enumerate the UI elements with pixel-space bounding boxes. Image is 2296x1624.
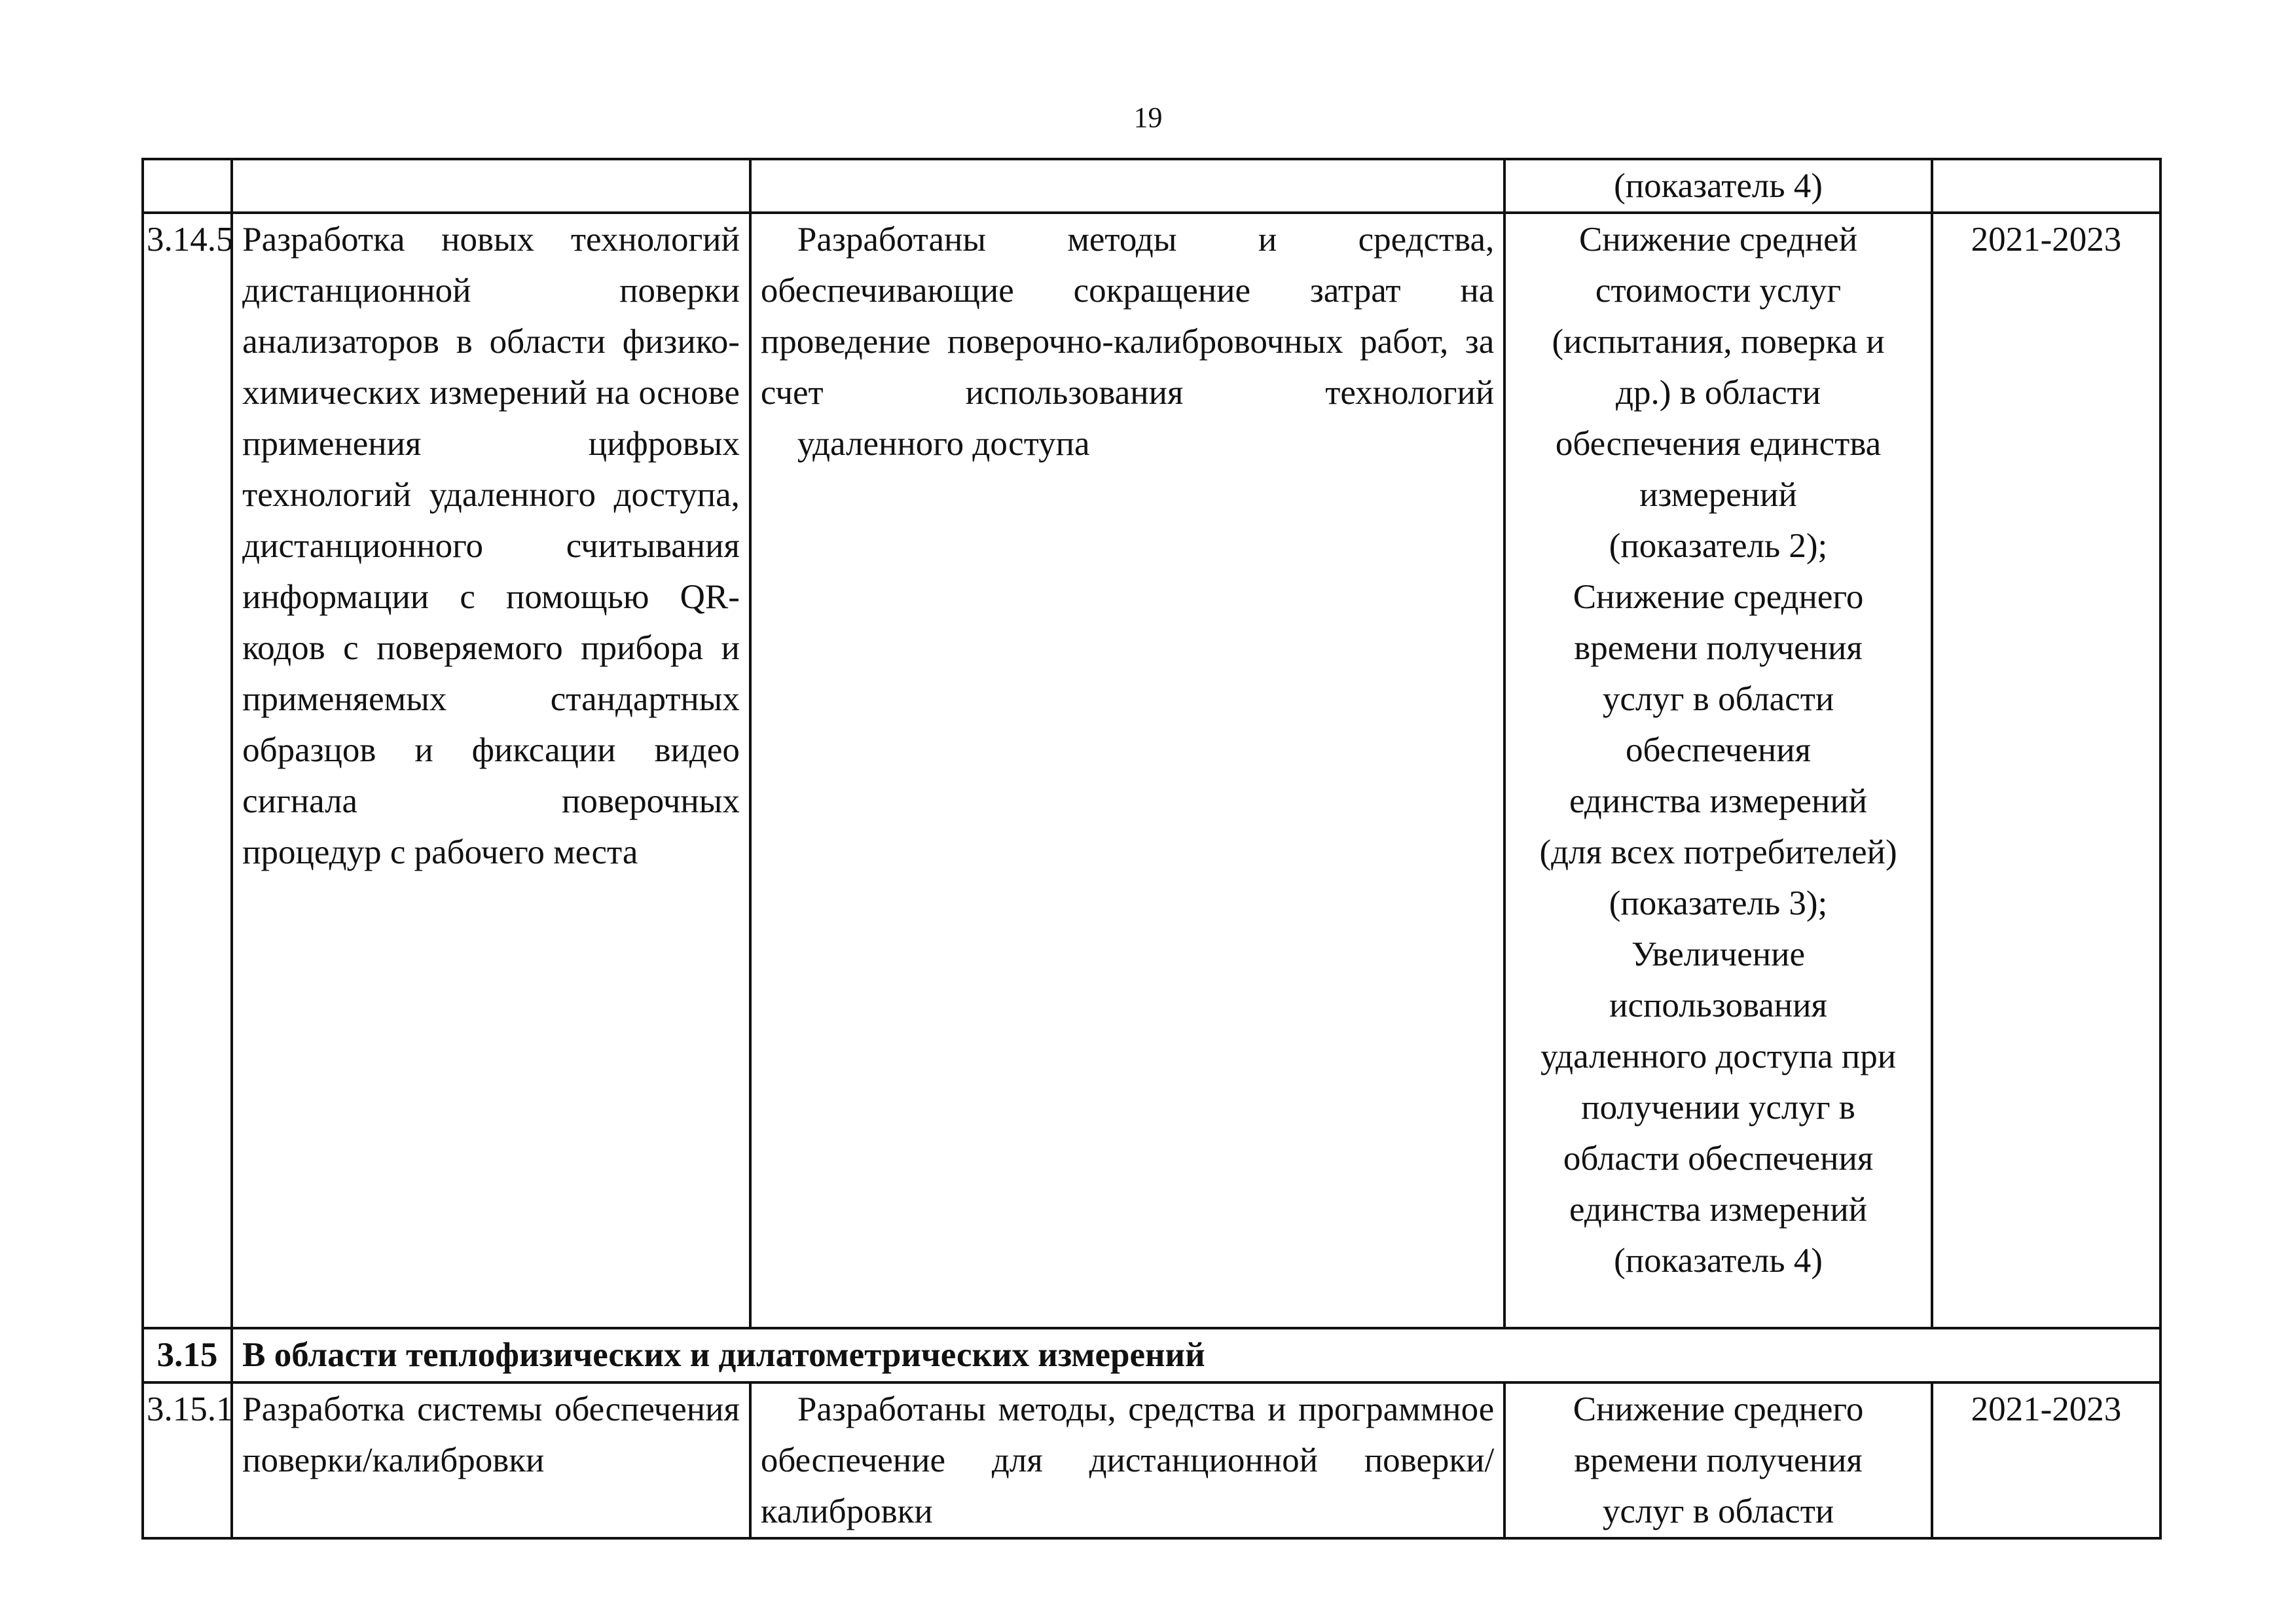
cell-num bbox=[143, 159, 232, 213]
page-number: 19 bbox=[1133, 101, 1163, 134]
cell-term bbox=[1932, 159, 2160, 213]
cell-name bbox=[232, 159, 750, 213]
row-number: 3.14.5 bbox=[143, 213, 232, 1328]
table-row-3-14-5 bbox=[143, 213, 2160, 1328]
section-row-3-15 bbox=[143, 1328, 2160, 1382]
cell-result bbox=[750, 159, 1504, 213]
measure-name-text: Разработка новых технологий дистанционной поверки анализаторов в области физико-химических измерений на основе применения цифровых технологий удаленного доступа, дистанционного считывания информации с помощью QR-кодов с поверяемого прибора и применяемых стандартных образцов и фиксации видео сигнала поверочных процедур с рабочего места bbox=[242, 221, 740, 871]
row-number: 3.15.1 bbox=[143, 1382, 232, 1538]
result-cell bbox=[750, 213, 1504, 1328]
table-row-3-15-1 bbox=[143, 1382, 2160, 1538]
result-cell bbox=[750, 1382, 1504, 1538]
cell-indicator: (показатель 4) bbox=[1504, 159, 1932, 213]
section-title: В области теплофизических и дилатометрических измерений bbox=[232, 1328, 2160, 1382]
term-cell: 2021-2023 bbox=[1932, 213, 2160, 1328]
indicator-cell: Снижение среднего времени получения услуг в области bbox=[1504, 1382, 1932, 1538]
indicator-cell: Снижение средней стоимости услуг (испытания, поверка и др.) в области обеспечения единства измерений (показатель 2); Снижение среднего времени получения услуг в области обеспечения единства измерений (для всех потребителей) (показатель 3); Увеличение использования удаленного доступа при получении услуг в области обеспечения единства измерений (показатель 4) bbox=[1504, 213, 1932, 1328]
continuation-row bbox=[143, 159, 2160, 213]
term-cell: 2021-2023 bbox=[1932, 1382, 2160, 1538]
result-text: Разработаны методы и средства, обеспечивающие сокращение затрат на проведение поверочно-калибровочных работ, за счет использования технологий удаленного доступа bbox=[760, 221, 1495, 463]
measures-table bbox=[141, 158, 2162, 1540]
measure-name-cell bbox=[232, 1382, 750, 1538]
measure-name-text: Разработка системы обеспечения поверки/калибровки bbox=[242, 1390, 740, 1479]
measure-name-cell bbox=[232, 213, 750, 1328]
result-text: Разработаны методы, средства и программное обеспечение для дистанционной поверки/калибровки bbox=[760, 1390, 1495, 1530]
section-number: 3.15 bbox=[143, 1328, 232, 1382]
